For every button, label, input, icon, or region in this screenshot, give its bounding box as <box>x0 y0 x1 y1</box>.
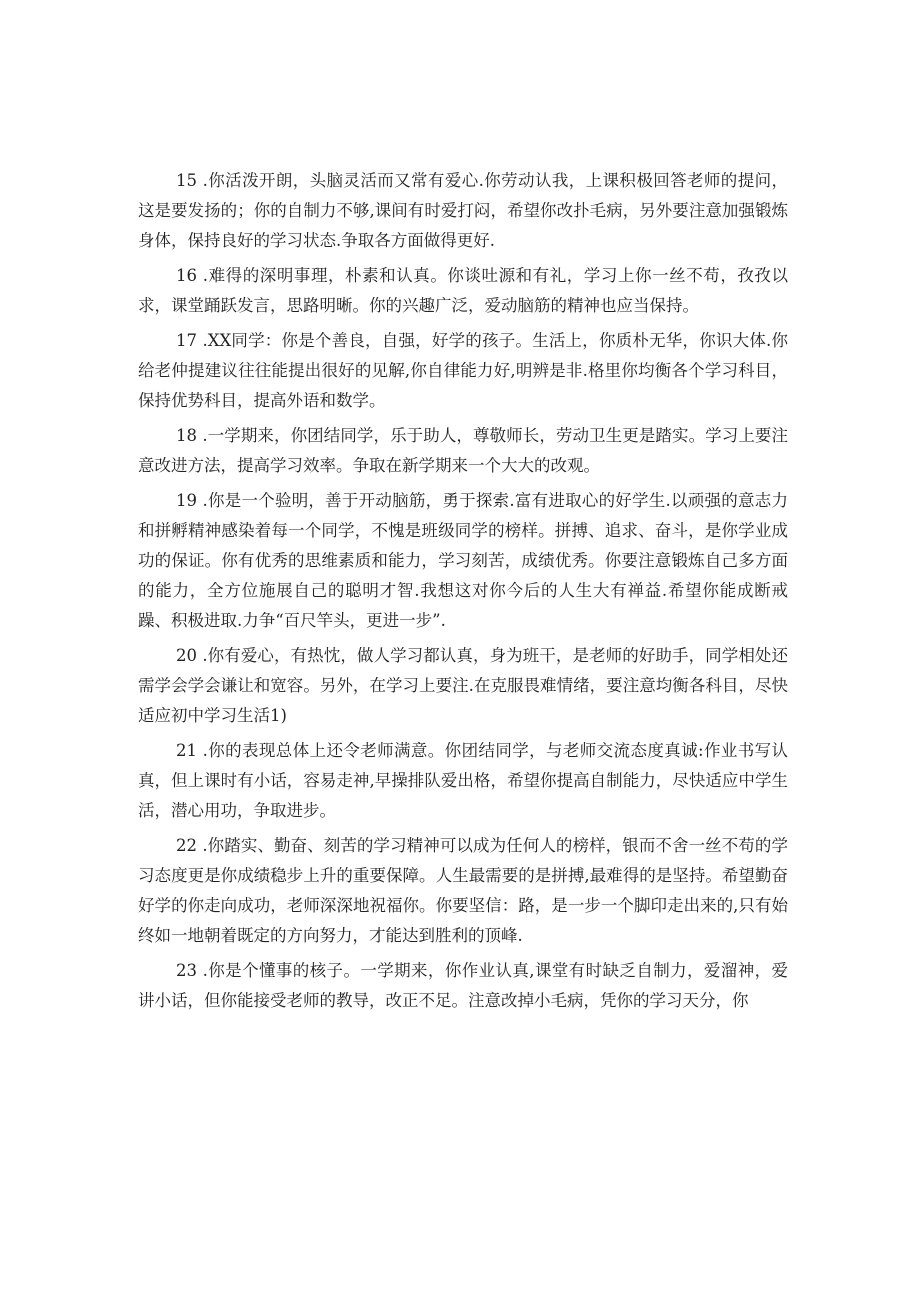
document-body <box>138 166 788 1021</box>
comment-paragraph-17: 17 .XX同学：你是个善良，自强，好学的孩子。生活上，你质朴无华，你识大体.你给老仲提建议往往能提出很好的见解,你自律能力好,明辨是非.格里你均衡各个学习科目，保持优势科目，提高外语和数学。 <box>138 331 788 410</box>
comment-paragraph-15: 15 .你活泼开朗，头脑灵活而又常有爱心.你劳动认我，上课积极回答老师的提问，这是要发扬的；你的自制力不够,课间有时爱打闷，希望你改扑毛病，另外要注意加强锻炼身体，保持良好的学习状态.争取各方面做得更好. <box>138 171 788 250</box>
comment-paragraph-16: 16 .难得的深明事理，朴素和认真。你谈吐源和有礼，学习上你一丝不苟，孜孜以求，课堂踊跃发言，思路明晰。你的兴趣广泛，爱动脑筋的精神也应当保持。 <box>138 266 788 315</box>
comment-paragraph-22: 22 .你踏实、勤奋、刻苦的学习精神可以成为任何人的榜样，银而不舍一丝不苟的学习态度更是你成绩稳步上升的重要保障。人生最需要的是拼搏,最难得的是坚持。希望勤奋好学的你走向成功，老师深深地祝福你。你要坚信：路，是一步一个脚印走出来的,只有始终如一地朝着既定的方向努力，才能达到胜利的顶峰. <box>138 836 788 945</box>
comment-paragraph-21: 21 .你的表现总体上还令老师满意。你团结同学，与老师交流态度真诚:作业书写认真，但上课时有小话，容易走神,早操排队爱出格，希望你提高自制能力，尽快适应中学生活，潜心用功，争取进步。 <box>138 741 788 820</box>
comment-paragraph-20: 20 .你有爱心，有热忱，做人学习都认真，身为班干，是老师的好助手，同学相处还需学会学会谦让和宽容。另外，在学习上要注.在克服畏难情绪，要注意均衡各科目，尽快适应初中学习生活1) <box>138 646 788 725</box>
comment-paragraph-19: 19 .你是一个验明，善于开动脑筋，勇于探索.富有进取心的好学生.以顽强的意志力和拼孵精神感染着每一个同学，不愧是班级同学的榜样。拼搏、追求、奋斗，是你学业成功的保证。你有优秀的思维素质和能力，学习刻苦，成绩优秀。你要注意锻炼自己多方面的能力，全方位施展自己的聪明才智.我想这对你今后的人生大有禅益.希望你能成断戒躁、积极进取.力争“百尺竿头，更进一步”. <box>138 491 788 630</box>
comment-paragraph-18: 18 .一学期来，你团结同学，乐于助人，尊敬师长，劳动卫生更是踏实。学习上要注意改进方法，提高学习效率。争取在新学期来一个大大的改观。 <box>138 426 788 475</box>
comment-paragraph-23: 23 .你是个懂事的核子。一学期来，你作业认真,课堂有时缺乏自制力，爱溜神，爱讲小话，但你能接受老师的教导，改正不足。注意改掉小毛病，凭你的学习天分，你 <box>138 961 788 1010</box>
